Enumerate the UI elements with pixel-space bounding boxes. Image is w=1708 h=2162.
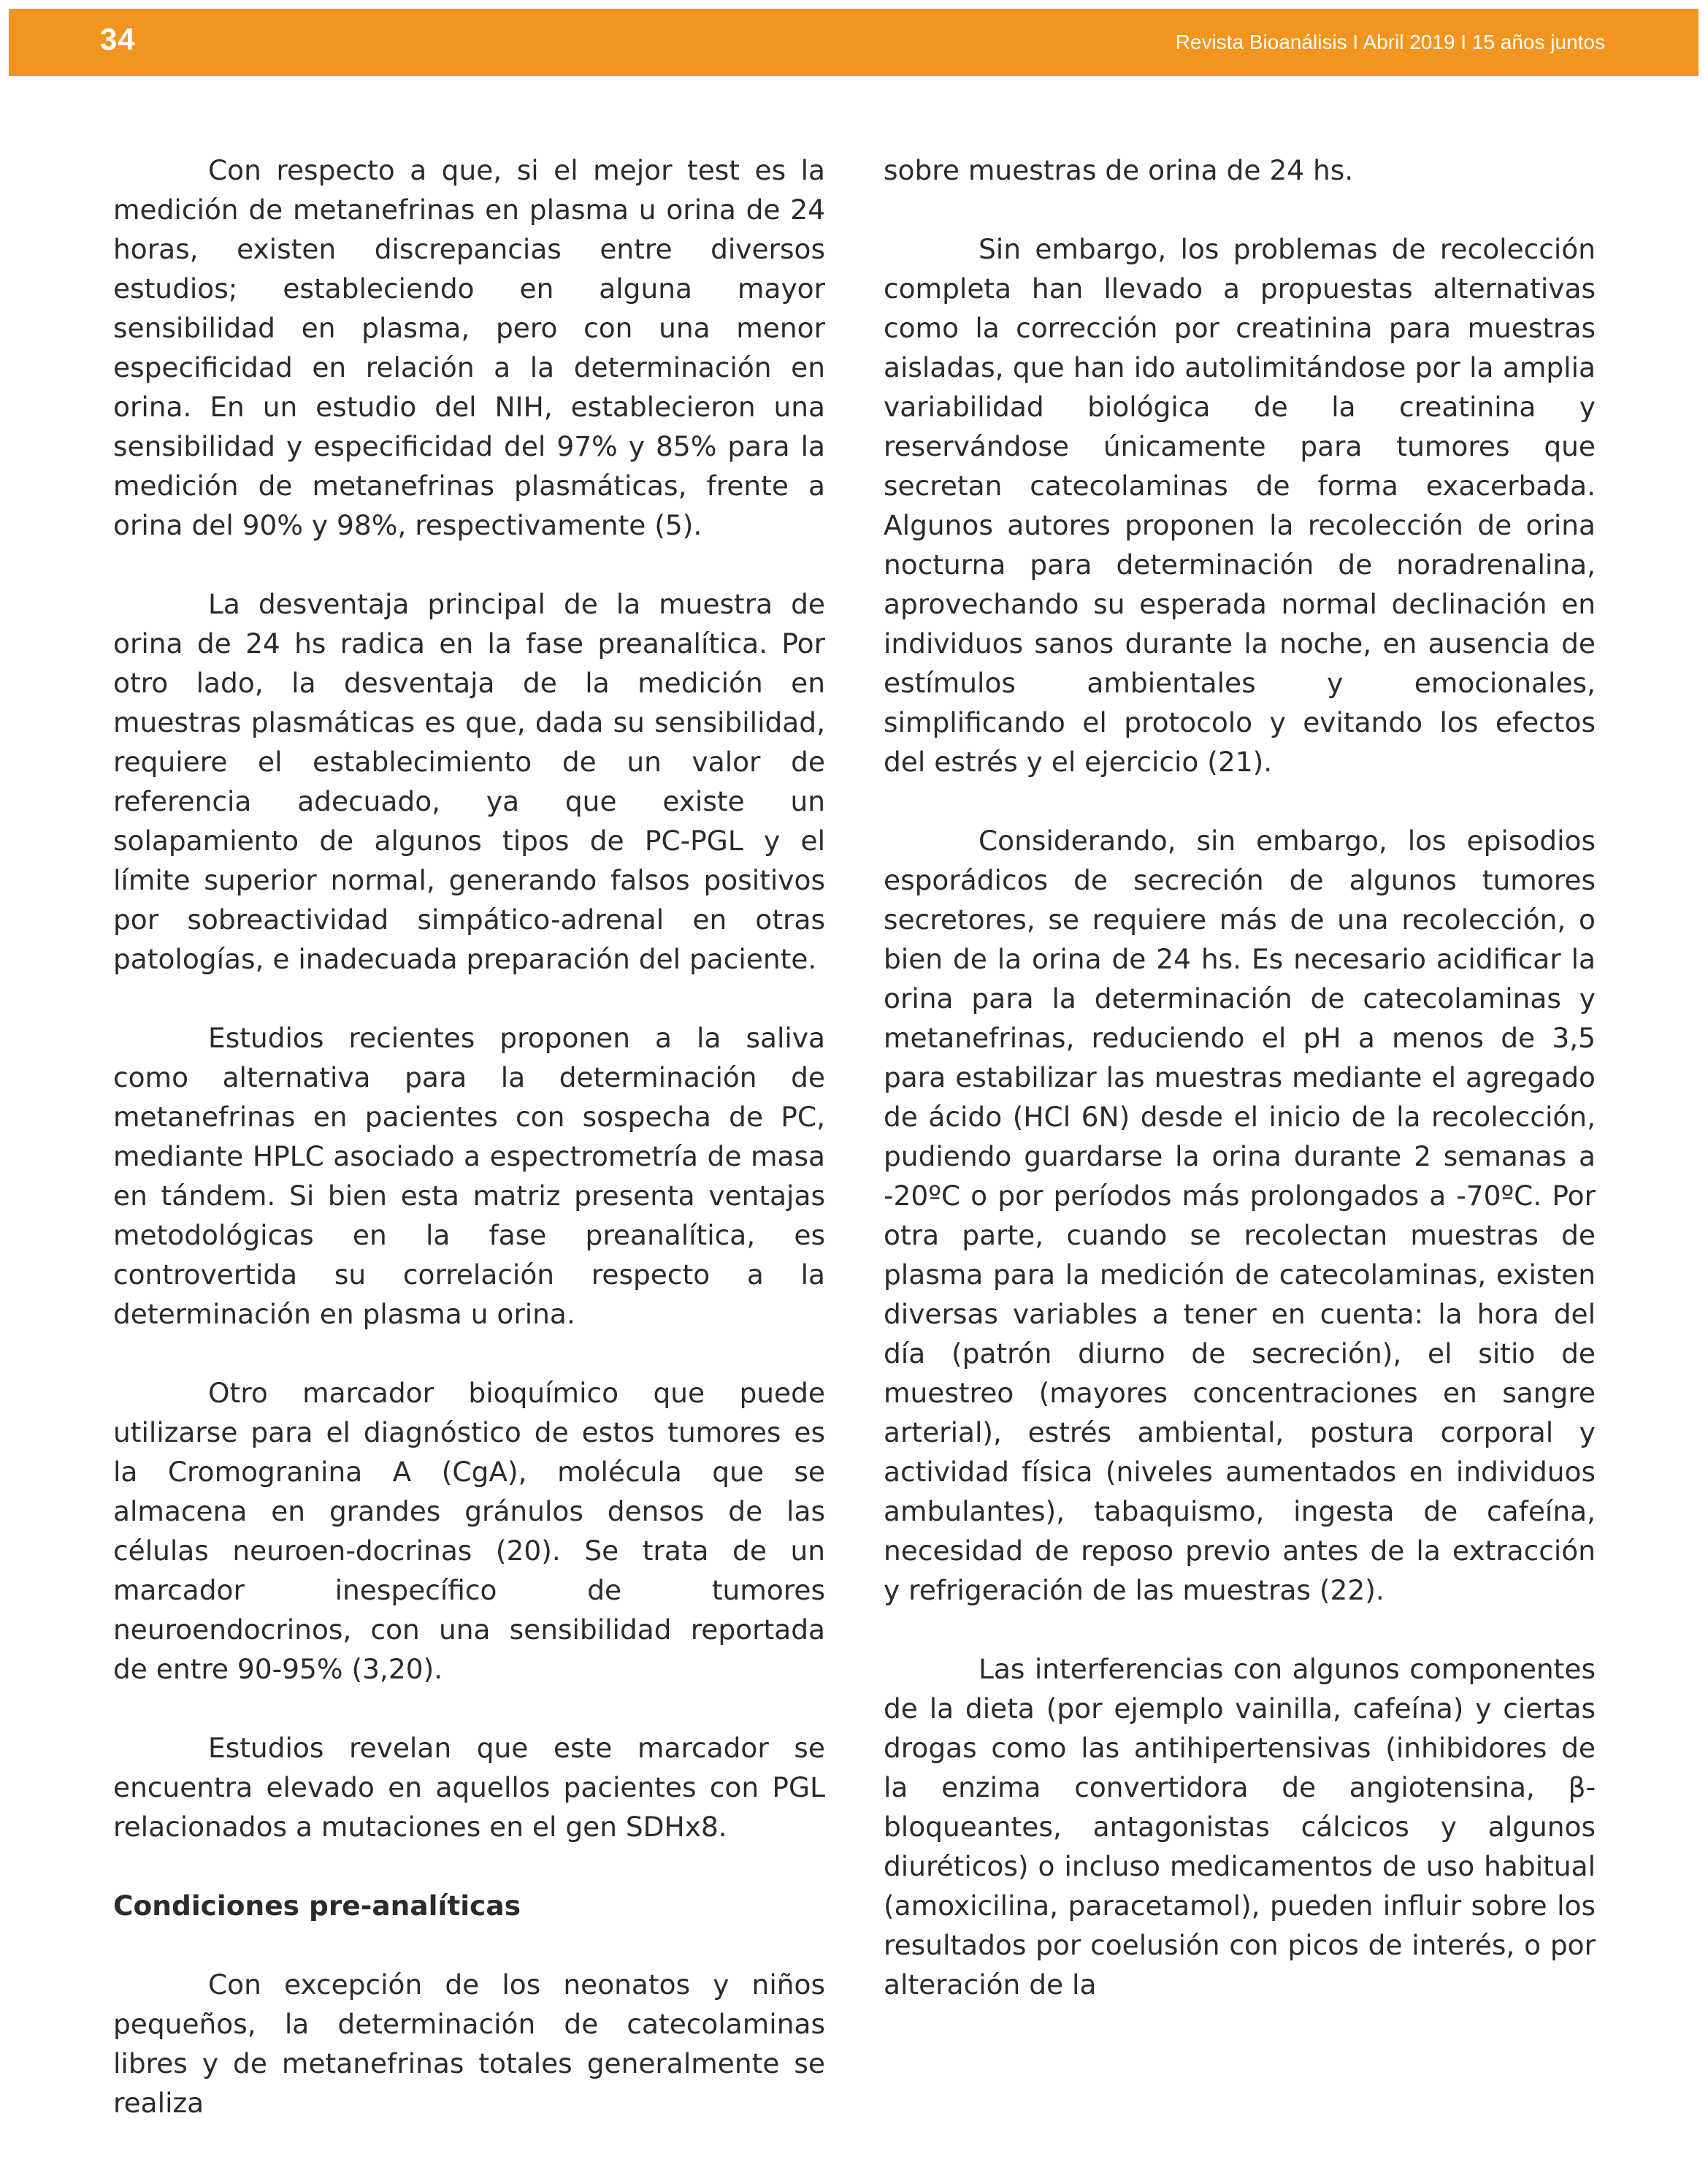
paragraph: Con respecto a que, si el mejor test es la medición de metanefrinas en plasma u orina de 24 horas, existen discrepancias entre diversos estudios; estableciendo en alguna mayor sensibilidad en plasma, pero con una menor especificidad en relación a la determinación en orina. En un estudio del NIH, establecieron una sensibilidad y especificidad del 97% y 85% para la medición de metanefrinas plasmáticas, frente a orina del 90% y 98%, respectivamente (5). [113,154,825,541]
paragraph: Con excepción de los neonatos y niños pequeños, la determinación de catecolaminas libres y de metanefrinas totales generalmente se realiza [113,1968,825,2119]
journal-title: Revista Bioanálisis I Abril 2019 I 15 años juntos [1175,31,1605,53]
paragraph: Considerando, sin embargo, los episodios esporádicos de secreción de algunos tumores secretores, se requiere más de una recolección, o bien de la orina de 24 hs. Es necesario acidificar la orina para la determinación de catecolaminas y metanefrinas, reduciendo el pH a menos de 3,5 para estabilizar las muestras mediante el agregado de ácido (HCl 6N) desde el inicio de la recolección, pudiendo guardarse la orina durante 2 semanas a -20ºC o por períodos más prolongados a -70ºC. Por otra parte, cuando se recolectan muestras de plasma para la medición de catecolaminas, existen diversas variables a tener en cuenta: la hora del día (patrón diurno de secreción), el sitio de muestreo (mayores concentraciones en sangre arterial), estrés ambiental, postura corporal y actividad física (niveles aumentados en individuos ambulantes), tabaquismo, ingesta de cafeína, necesidad de reposo previo antes de la extracción y refrigeración de las muestras (22). [884,825,1596,1606]
paragraph: Estudios revelan que este marcador se encuentra elevado en aquellos pacientes con PGL relacionados a mutaciones en el gen SDHx8. [113,1732,825,1843]
section-heading: Condiciones pre-analíticas [113,1890,521,1922]
paragraph: La desventaja principal de la muestra de orina de 24 hs radica en la fase preanalítica. Por otro lado, la desventaja de la medición en muestras plasmáticas es que, dada su sensibilidad, requiere el establecimiento de un valor de referencia adecuado, ya que existe un solapamiento de algunos tipos de PC-PGL y el límite superior normal, generando falsos positivos por sobreactividad simpático-adrenal en otras patologías, e inadecuada preparación del paciente. [113,588,825,975]
page-header-bar [9,9,1699,76]
paragraph: Estudios recientes proponen a la saliva como alternativa para la determinación de metanefrinas en pacientes con sospecha de PC, mediante HPLC asociado a espectrometría de masa en tándem. Si bien esta matriz presenta ventajas metodológicas en la fase preanalítica, es controvertida su correlación respecto a la determinación en plasma u orina. [113,1022,825,1330]
paragraph: Las interferencias con algunos componentes de la dieta (por ejemplo vainilla, cafeína) y ciertas drogas como las antihipertensivas (inhibidores de la enzima convertidora de angiotensina, β-bloqueantes, antagonistas cálcicos y algunos diuréticos) o incluso medicamentos de uso habitual (amoxicilina, paracetamol), pueden influir sobre los resultados por coelusión con picos de interés, o por alteración de la [884,1653,1596,2001]
paragraph: Otro marcador bioquímico que puede utilizarse para el diagnóstico de estos tumores es la Cromogranina A (CgA), molécula que se almacena en grandes gránulos densos de las células neuroen-docrinas (20). Se trata de un marcador inespecífico de tumores neuroendocrinos, con una sensibilidad reportada de entre 90-95% (3,20). [113,1377,825,1685]
page-number: 34 [100,22,136,56]
right-column [884,150,1596,2044]
left-column [113,150,825,2162]
paragraph: Sin embargo, los problemas de recolección completa han llevado a propuestas alternativas como la corrección por creatinina para muestras aisladas, que han ido autolimitándose por la amplia variabilidad biológica de la creatinina y reservándose únicamente para tumores que secretan catecolaminas de forma exacerbada. Algunos autores proponen la recolección de orina nocturna para determinación de noradrenalina, aprovechando su esperada normal declinación en individuos sanos durante la noche, en ausencia de estímulos ambientales y emocionales, simplificando el protocolo y evitando los efectos del estrés y el ejercicio (21). [884,233,1596,778]
paragraph-continued: sobre muestras de orina de 24 hs. [884,154,1354,186]
